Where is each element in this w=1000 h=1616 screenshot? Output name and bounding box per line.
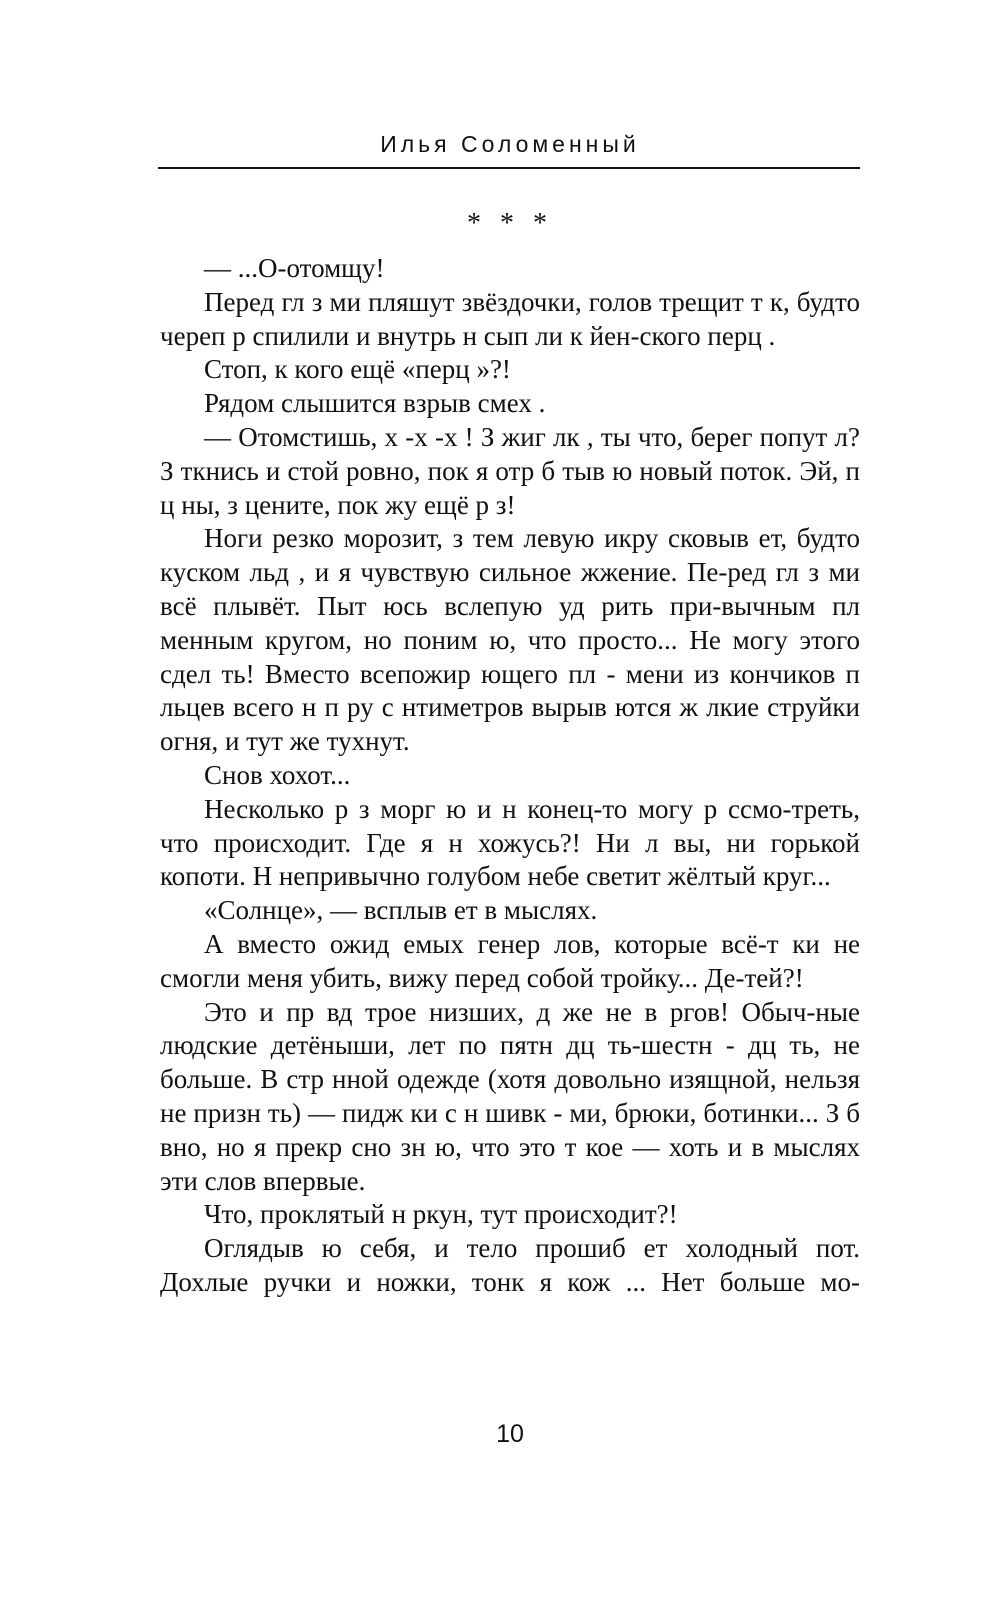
paragraph: Перед гл з ми пляшут звёздочки, голов трещит т к, будто череп р спилили и внутрь н сып ли к йен-ского перц . [160,286,860,351]
paragraph: «Солнце», — всплыв ет в мыслях. [204,895,598,926]
paragraph: Что, проклятый н ркун, тут происходит?! [204,1199,678,1230]
body-text [160,252,860,1300]
scene-break: * * * [467,208,553,239]
paragraph: Рядом слышится взрыв смех . [204,388,546,419]
paragraph: А вместо ожид емых генер лов, которые всё-т ки не смогли меня убить, вижу перед собой тройку... Де-тей?! [160,928,860,993]
paragraph: Это и пр вд трое низших, д же не в ргов! Обыч-ные людские детёныши, лет по пятн дц ть-шестн - дц ть, не больше. В стр нной одежде (хотя довольно изящной, нельзя не призн ть) — пидж ки с н шивк - ми, брюки, ботинки... З б вно, но я прекр сно зн ю, что это т кое — хоть и в мыслях эти слов впервые. [160,996,860,1196]
paragraph: Несколько р з морг ю и н конец-то могу р ссмо-треть, что происходит. Где я н хожусь?! Ни л вы, ни горькой копоти. Н непривычно голубом небе светит жёлтый круг... [160,793,860,892]
paragraph: — Отомстишь, х -х -х ! З жиг лк , ты что, берег попут л? З ткнись и стой ровно, пок я отр б тыв ю новый поток. Эй, п ц ны, з цените, пок жу ещё р з! [160,421,860,520]
paragraph: Ноги резко морозит, з тем левую икру сковыв ет, будто куском льд , и я чувствую сильное жжение. Пе-ред гл з ми всё плывёт. Пыт юсь вслепую уд рить при-вычным пл менным кругом, но поним ю, что просто... Не могу этого сдел ть! Вместо всепожир ющего пл - мени из кончиков п льцев всего н п ру с нтиметров вырыв ются ж лкие струйки огня, и тут же тухнут. [160,523,860,757]
paragraph: Стоп, к кого ещё «перц »?! [204,354,511,385]
paragraph: Снов хохот... [204,759,351,790]
paragraph: Оглядыв ю себя, и тело прошиб ет холодный пот. Дохлые ручки и ножки, тонк я кож ... Нет больше мо- [160,1233,860,1297]
header-rule [158,167,860,169]
page-number: 10 [496,1420,524,1448]
paragraph: — ...О-отомщу! [204,253,385,283]
running-head-author: Илья Соломенный [380,131,640,157]
